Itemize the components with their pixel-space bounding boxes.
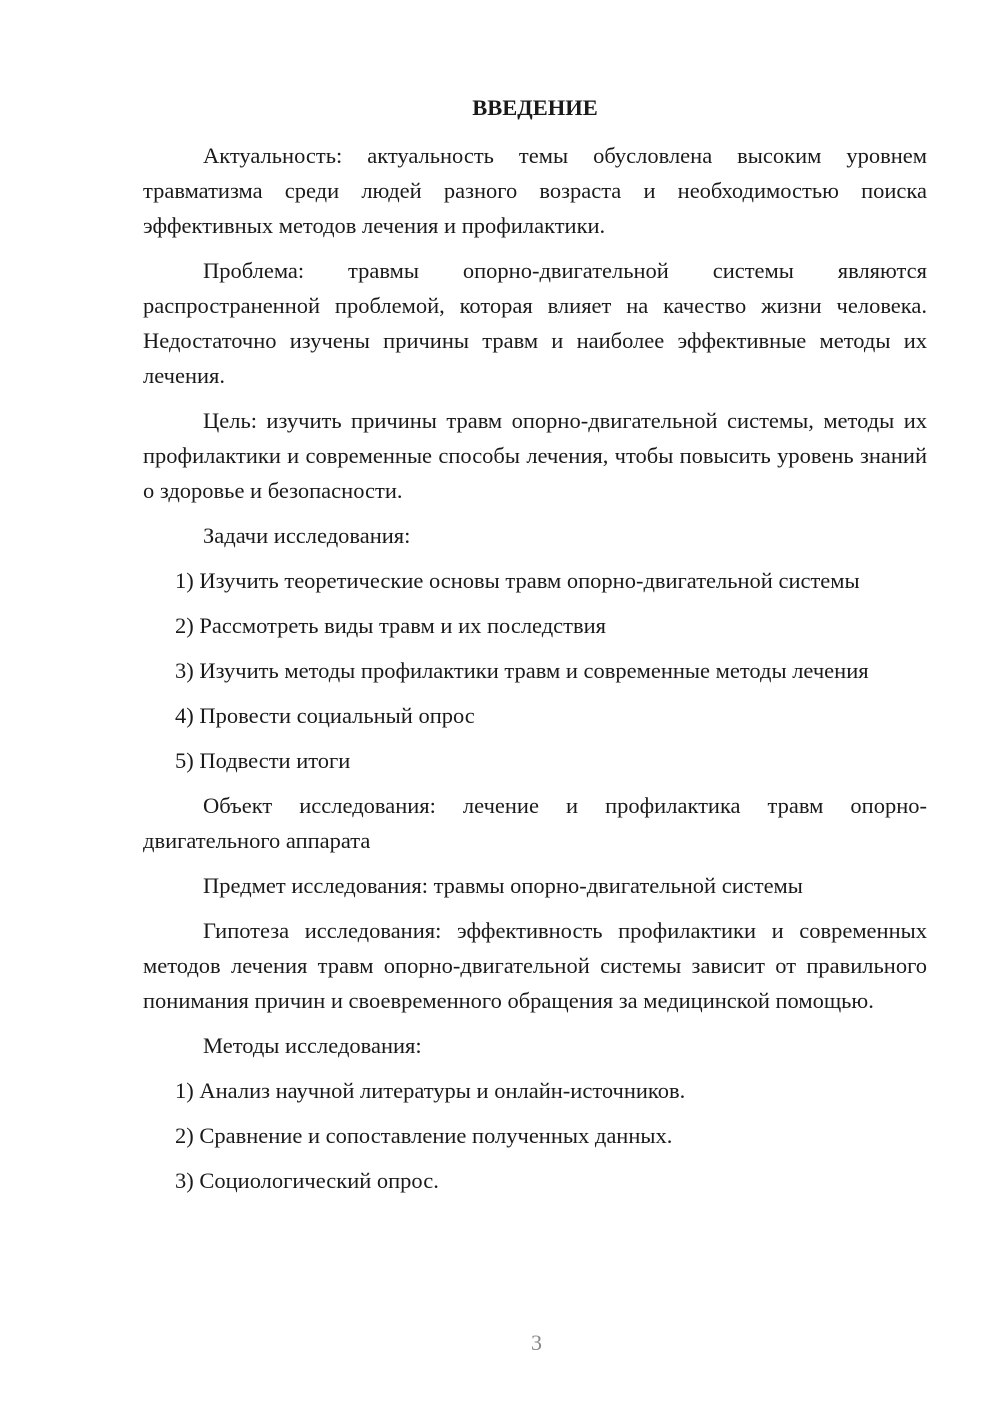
subject-paragraph: Предмет исследования: травмы опорно-двигательной системы <box>203 873 803 898</box>
method-item: 3) Социологический опрос. <box>175 1168 439 1193</box>
problem-paragraph: Проблема: травмы опорно-двигательной системы являются распространенной проблемой, которая влияет на качество жизни человека. Недостаточно изучены причины травм и наиболее эффективные методы их лечения. <box>143 258 927 388</box>
relevance-paragraph: Актуальность: актуальность темы обусловлена высоким уровнем травматизма среди людей разного возраста и необходимостью поиска эффективных методов лечения и профилактики. <box>143 143 927 238</box>
object-paragraph: Объект исследования: лечение и профилактика травм опорно-двигательного аппарата <box>143 793 927 853</box>
task-item: 2) Рассмотреть виды травм и их последствия <box>175 613 607 638</box>
goal-paragraph: Цель: изучить причины травм опорно-двигательной системы, методы их профилактики и современные способы лечения, чтобы повысить уровень знаний о здоровье и безопасности. <box>143 408 927 503</box>
task-item: 5) Подвести итоги <box>175 748 351 773</box>
document-page <box>143 88 927 1208</box>
task-item: 4) Провести социальный опрос <box>175 703 475 728</box>
hypothesis-paragraph: Гипотеза исследования: эффективность профилактики и современных методов лечения травм опорно-двигательной системы зависит от правильного понимания причин и своевременного обращения за медицинской помощью. <box>143 918 927 1013</box>
task-item: 3) Изучить методы профилактики травм и современные методы лечения <box>175 658 869 683</box>
method-item: 2) Сравнение и сопоставление полученных данных. <box>175 1123 673 1148</box>
task-item: 1) Изучить теоретические основы травм опорно-двигательной системы <box>175 568 860 593</box>
method-item: 1) Анализ научной литературы и онлайн-источников. <box>175 1078 686 1103</box>
tasks-heading: Задачи исследования: <box>203 523 411 548</box>
methods-heading: Методы исследования: <box>203 1033 422 1058</box>
page-number: 3 <box>531 1330 542 1355</box>
page-title: ВВЕДЕНИЕ <box>472 95 598 120</box>
